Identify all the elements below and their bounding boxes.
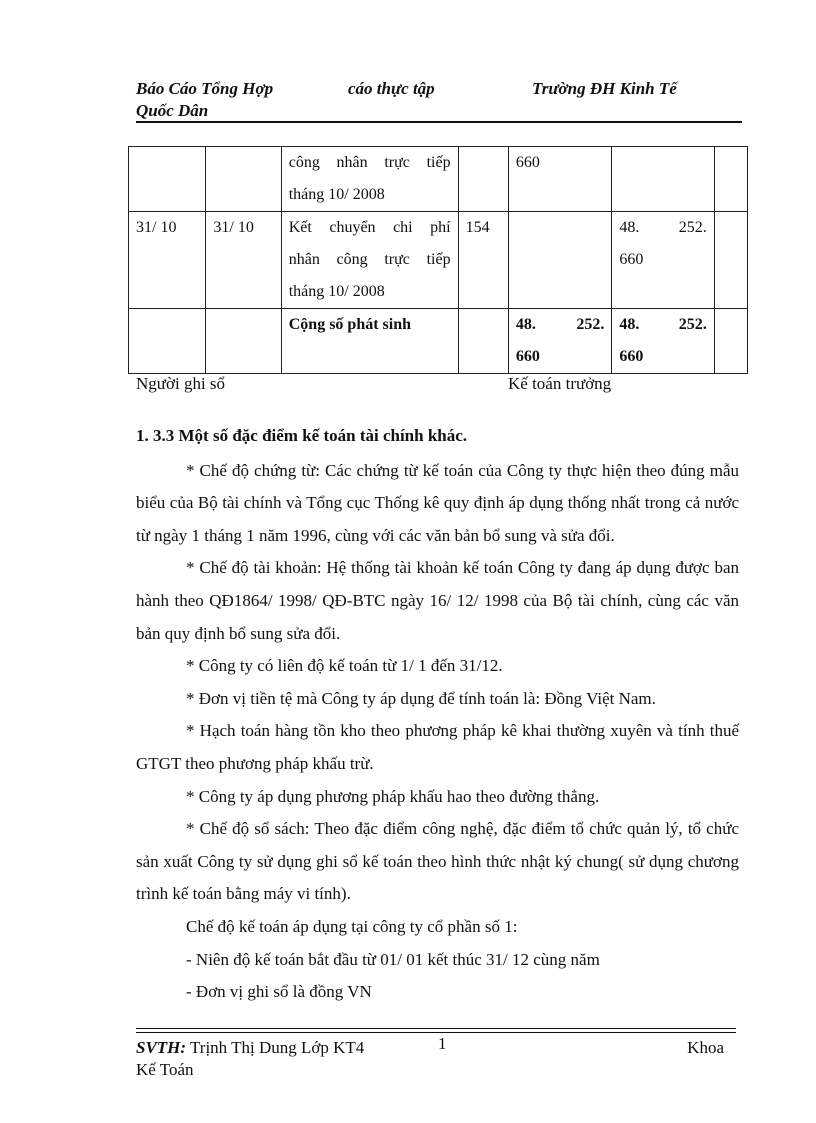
cell-description: Kết chuyển chi phí nhân công trực tiếp tháng 10/ 2008 bbox=[281, 212, 458, 309]
table-total-row bbox=[129, 309, 748, 374]
header-subtitle: cáo thực tập bbox=[348, 79, 435, 98]
footer-faculty: Khoa bbox=[687, 1038, 724, 1057]
cell-total-debit: 48. 252. 660 bbox=[508, 309, 612, 374]
cell-date: 31/ 10 bbox=[129, 212, 206, 309]
paragraph: * Chế độ sổ sách: Theo đặc điểm công nghệ, đặc điểm tổ chức quản lý, tổ chức sản xuất Công ty sử dụng ghi sổ kế toán theo hình thức nhật ký chung( sử dụng chương trình kế toán bằng máy vi tính). bbox=[136, 819, 739, 904]
paragraph: * Chế độ chứng từ: Các chứng từ kế toán của Công ty thực hiện theo đúng mẫu biểu của Bộ tài chính và Tổng cục Thống kê quy định áp dụng thống nhất trong cả nước từ ngày 1 tháng 1 năm 1996, cùng với các văn bản bổ sung và sửa đổi. bbox=[136, 460, 739, 545]
header-university-line2: Quốc Dân bbox=[136, 101, 209, 120]
cell-credit bbox=[612, 147, 714, 212]
paragraph: - Đơn vị ghi sổ là đồng VN bbox=[186, 982, 372, 1002]
cell-note bbox=[714, 309, 747, 374]
cell-account bbox=[458, 147, 508, 212]
cell-date bbox=[129, 147, 206, 212]
page-number: 1 bbox=[438, 1034, 447, 1053]
cell-credit: 48. 252. 660 bbox=[612, 212, 714, 309]
cell-doc-date bbox=[206, 147, 281, 212]
paragraph: * Hạch toán hàng tồn kho theo phương pháp kê khai thường xuyên và tính thuế GTGT theo phương pháp khấu trừ. bbox=[136, 721, 739, 773]
footer-divider-bottom bbox=[136, 1032, 736, 1033]
cell-description: công nhân trực tiếp tháng 10/ 2008 bbox=[281, 147, 458, 212]
cell-doc-date: 31/ 10 bbox=[206, 212, 281, 309]
table-row bbox=[129, 147, 748, 212]
cell-doc-date bbox=[206, 309, 281, 374]
header-university: Trường ĐH Kinh Tế bbox=[532, 79, 677, 98]
paragraph: * Công ty có liên độ kế toán từ 1/ 1 đến 31/12. bbox=[186, 656, 503, 676]
header-report-title: Báo Cáo Tổng Hợp bbox=[136, 79, 274, 98]
cell-note bbox=[714, 212, 747, 309]
signature-recorder: Người ghi sổ bbox=[136, 374, 226, 393]
footer-student-name: Trịnh Thị Dung Lớp KT4 bbox=[186, 1038, 365, 1057]
cell-debit: 660 bbox=[508, 147, 612, 212]
paragraph: * Đơn vị tiền tệ mà Công ty áp dụng để tính toán là: Đồng Việt Nam. bbox=[186, 688, 656, 708]
footer-divider-top bbox=[136, 1028, 736, 1029]
page-footer bbox=[136, 1034, 736, 1081]
cell-note bbox=[714, 147, 747, 212]
cell-total-label: Cộng số phát sinh bbox=[281, 309, 458, 374]
page-header bbox=[136, 78, 742, 122]
cell-account bbox=[458, 309, 508, 374]
header-divider bbox=[136, 121, 742, 123]
section-title: 1. 3.3 Một số đặc điểm kế toán tài chính khác. bbox=[136, 426, 468, 445]
footer-student bbox=[136, 1038, 364, 1057]
cell-total-credit: 48. 252. 660 bbox=[612, 309, 714, 374]
section-body bbox=[136, 420, 739, 1009]
cell-date bbox=[129, 309, 206, 374]
paragraph: * Công ty áp dụng phương pháp khấu hao theo đường thẳng. bbox=[186, 786, 600, 806]
footer-svth-label: SVTH: bbox=[136, 1038, 187, 1057]
paragraph: - Niên độ kế toán bắt đầu từ 01/ 01 kết thúc 31/ 12 cùng năm bbox=[186, 949, 600, 969]
cell-debit bbox=[508, 212, 612, 309]
table-row bbox=[129, 212, 748, 309]
cell-account: 154 bbox=[458, 212, 508, 309]
paragraph: * Chế độ tài khoản: Hệ thống tài khoản kế toán Công ty đang áp dụng được ban hành theo QĐ1864/ 1998/ QĐ-BTC ngày 16/ 12/ 1998 của Bộ tài chính, cùng các văn bản quy định bổ sung sửa đổi. bbox=[136, 558, 739, 643]
signature-chief-accountant: Kế toán trưởng bbox=[508, 374, 612, 393]
footer-faculty-line2: Kế Toán bbox=[136, 1060, 194, 1079]
paragraph: Chế độ kế toán áp dụng tại công ty cổ phần số 1: bbox=[186, 916, 518, 936]
ledger-table bbox=[128, 146, 748, 374]
